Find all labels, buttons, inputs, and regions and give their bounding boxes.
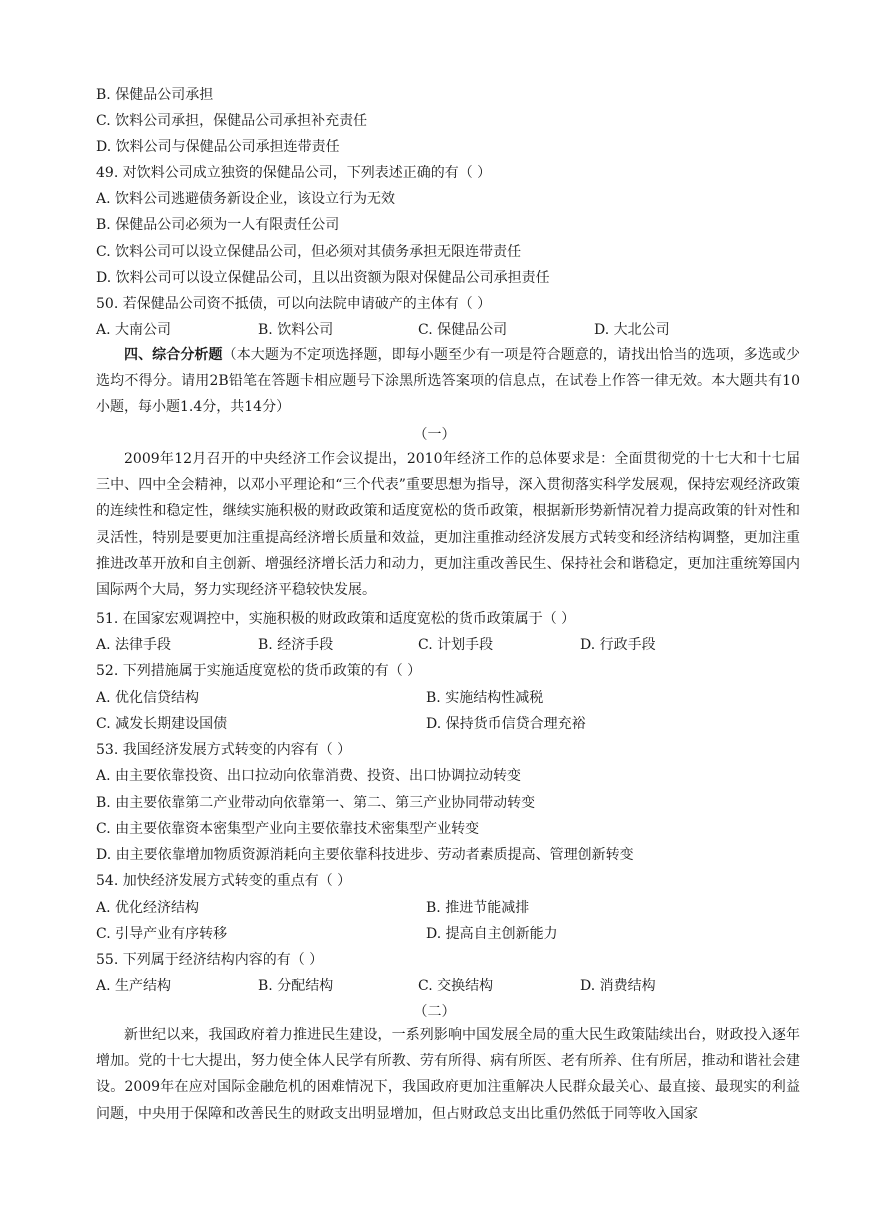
q54-option-a: A. 优化经济结构: [96, 900, 200, 916]
q52-option-d: D. 保持货币信贷合理充裕: [426, 716, 586, 732]
q52-option-c: C. 减发长期建设国债: [96, 716, 228, 732]
q52-stem: 52. 下列措施属于实施适度宽松的货币政策的有（ ）: [96, 663, 422, 679]
q49-option-c: C. 饮料公司可以设立保健品公司，但必须对其债务承担无限连带责任: [96, 244, 522, 260]
q55-option-a: A. 生产结构: [96, 978, 172, 994]
q52-option-b: B. 实施结构性减税: [426, 690, 544, 706]
q54-option-d: D. 提高自主创新能力: [426, 926, 558, 942]
section4-instructions: （本大题为不定项选择题，即每小题至少有一项是符合题意的，请找出恰当的选项，多选或少选均不得分。请用2B铅笔在答题卡相应题号下涂黑所选答案项的信息点，在试卷上作答一律无效。本大题共有10小题，每小题1.4分，共14分）: [96, 347, 801, 416]
section4-intro: [96, 342, 800, 421]
q55-stem: 55. 下列属于经济结构内容的有（ ）: [96, 952, 324, 968]
part2-passage: 新世纪以来，我国政府着力推进民生建设，一系列影响中国发展全局的重大民生政策陆续出台，财政投入逐年增加。党的十七大提出，努力使全体人民学有所教、劳有所得、病有所医、老有所养、住有所居，推动和谐社会建设。2009年在应对国际金融危机的困难情况下，我国政府更加注重解决人民群众最关心、最直接、最现实的利益问题，中央用于保障和改善民生的财政支出明显增加，但占财政总支出比重仍然低于同等收入国家: [96, 1027, 800, 1122]
part1-passage: 2009年12月召开的中央经济工作会议提出，2010年经济工作的总体要求是：全面贯彻党的十七大和十七届三中、四中全会精神，以邓小平理论和“三个代表”重要思想为指导，深入贯彻落实科学发展观，保持宏观经济政策的连续性和稳定性，继续实施积极的财政政策和适度宽松的货币政策，根据新形势新情况着力提高政策的针对性和灵活性，特别是要更加注重提高经济增长质量和效益，更加注重推动经济发展方式转变和经济结构调整，更加注重推进改革开放和自主创新、增强经济增长活力和动力，更加注重改善民生、保持社会和谐稳定，更加注重统筹国内国际两个大局，努力实现经济平稳较快发展。: [96, 451, 800, 599]
q53-option-b: B. 由主要依靠第二产业带动向依靠第一、第二、第三产业协同带动转变: [96, 795, 536, 811]
q54-stem: 54. 加快经济发展方式转变的重点有（ ）: [96, 873, 352, 889]
q49-stem: 49. 对饮料公司成立独资的保健品公司，下列表述正确的有（ ）: [96, 165, 492, 181]
q55-option-d: D. 消费结构: [580, 978, 656, 994]
q53-option-a: A. 由主要依靠投资、出口拉动向依靠消费、投资、出口协调拉动转变: [96, 768, 522, 784]
q51-option-b: B. 经济手段: [258, 637, 334, 653]
q50-option-a: A. 大南公司: [96, 322, 172, 338]
q51-option-d: D. 行政手段: [580, 637, 656, 653]
q48-option-c: C. 饮料公司承担，保健品公司承担补充责任: [96, 113, 368, 129]
q51-option-a: A. 法律手段: [96, 637, 172, 653]
q55-option-c: C. 交换结构: [418, 978, 494, 994]
q49-option-d: D. 饮料公司可以设立保健品公司，且以出资额为限对保健品公司承担责任: [96, 270, 550, 286]
part1-label: （一）: [413, 427, 456, 443]
q54-option-c: C. 引导产业有序转移: [96, 926, 228, 942]
q50-option-b: B. 饮料公司: [258, 322, 334, 338]
q53-option-c: C. 由主要依靠资本密集型产业向主要依靠技术密集型产业转变: [96, 821, 480, 837]
section4-title: 四、综合分析题: [124, 347, 223, 363]
q50-option-d: D. 大北公司: [594, 322, 670, 338]
q52-option-a: A. 优化信贷结构: [96, 690, 200, 706]
q51-option-c: C. 计划手段: [418, 637, 494, 653]
q48-option-d: D. 饮料公司与保健品公司承担连带责任: [96, 139, 340, 155]
q50-option-c: C. 保健品公司: [418, 322, 508, 338]
q55-option-b: B. 分配结构: [258, 978, 334, 994]
q49-option-a: A. 饮料公司逃避债务新设企业，该设立行为无效: [96, 191, 396, 207]
q51-stem: 51. 在国家宏观调控中，实施积极的财政政策和适度宽松的货币政策属于（ ）: [96, 611, 576, 627]
q48-option-b: B. 保健品公司承担: [96, 87, 214, 103]
q54-option-b: B. 推进节能减排: [426, 900, 530, 916]
q50-stem: 50. 若保健品公司资不抵债，可以向法院申请破产的主体有（ ）: [96, 296, 492, 312]
part2-label: （二）: [413, 1004, 456, 1020]
q49-option-b: B. 保健品公司必须为一人有限责任公司: [96, 217, 340, 233]
q53-option-d: D. 由主要依靠增加物质资源消耗向主要依靠科技进步、劳动者素质提高、管理创新转变: [96, 847, 634, 863]
q53-stem: 53. 我国经济发展方式转变的内容有（ ）: [96, 742, 352, 758]
